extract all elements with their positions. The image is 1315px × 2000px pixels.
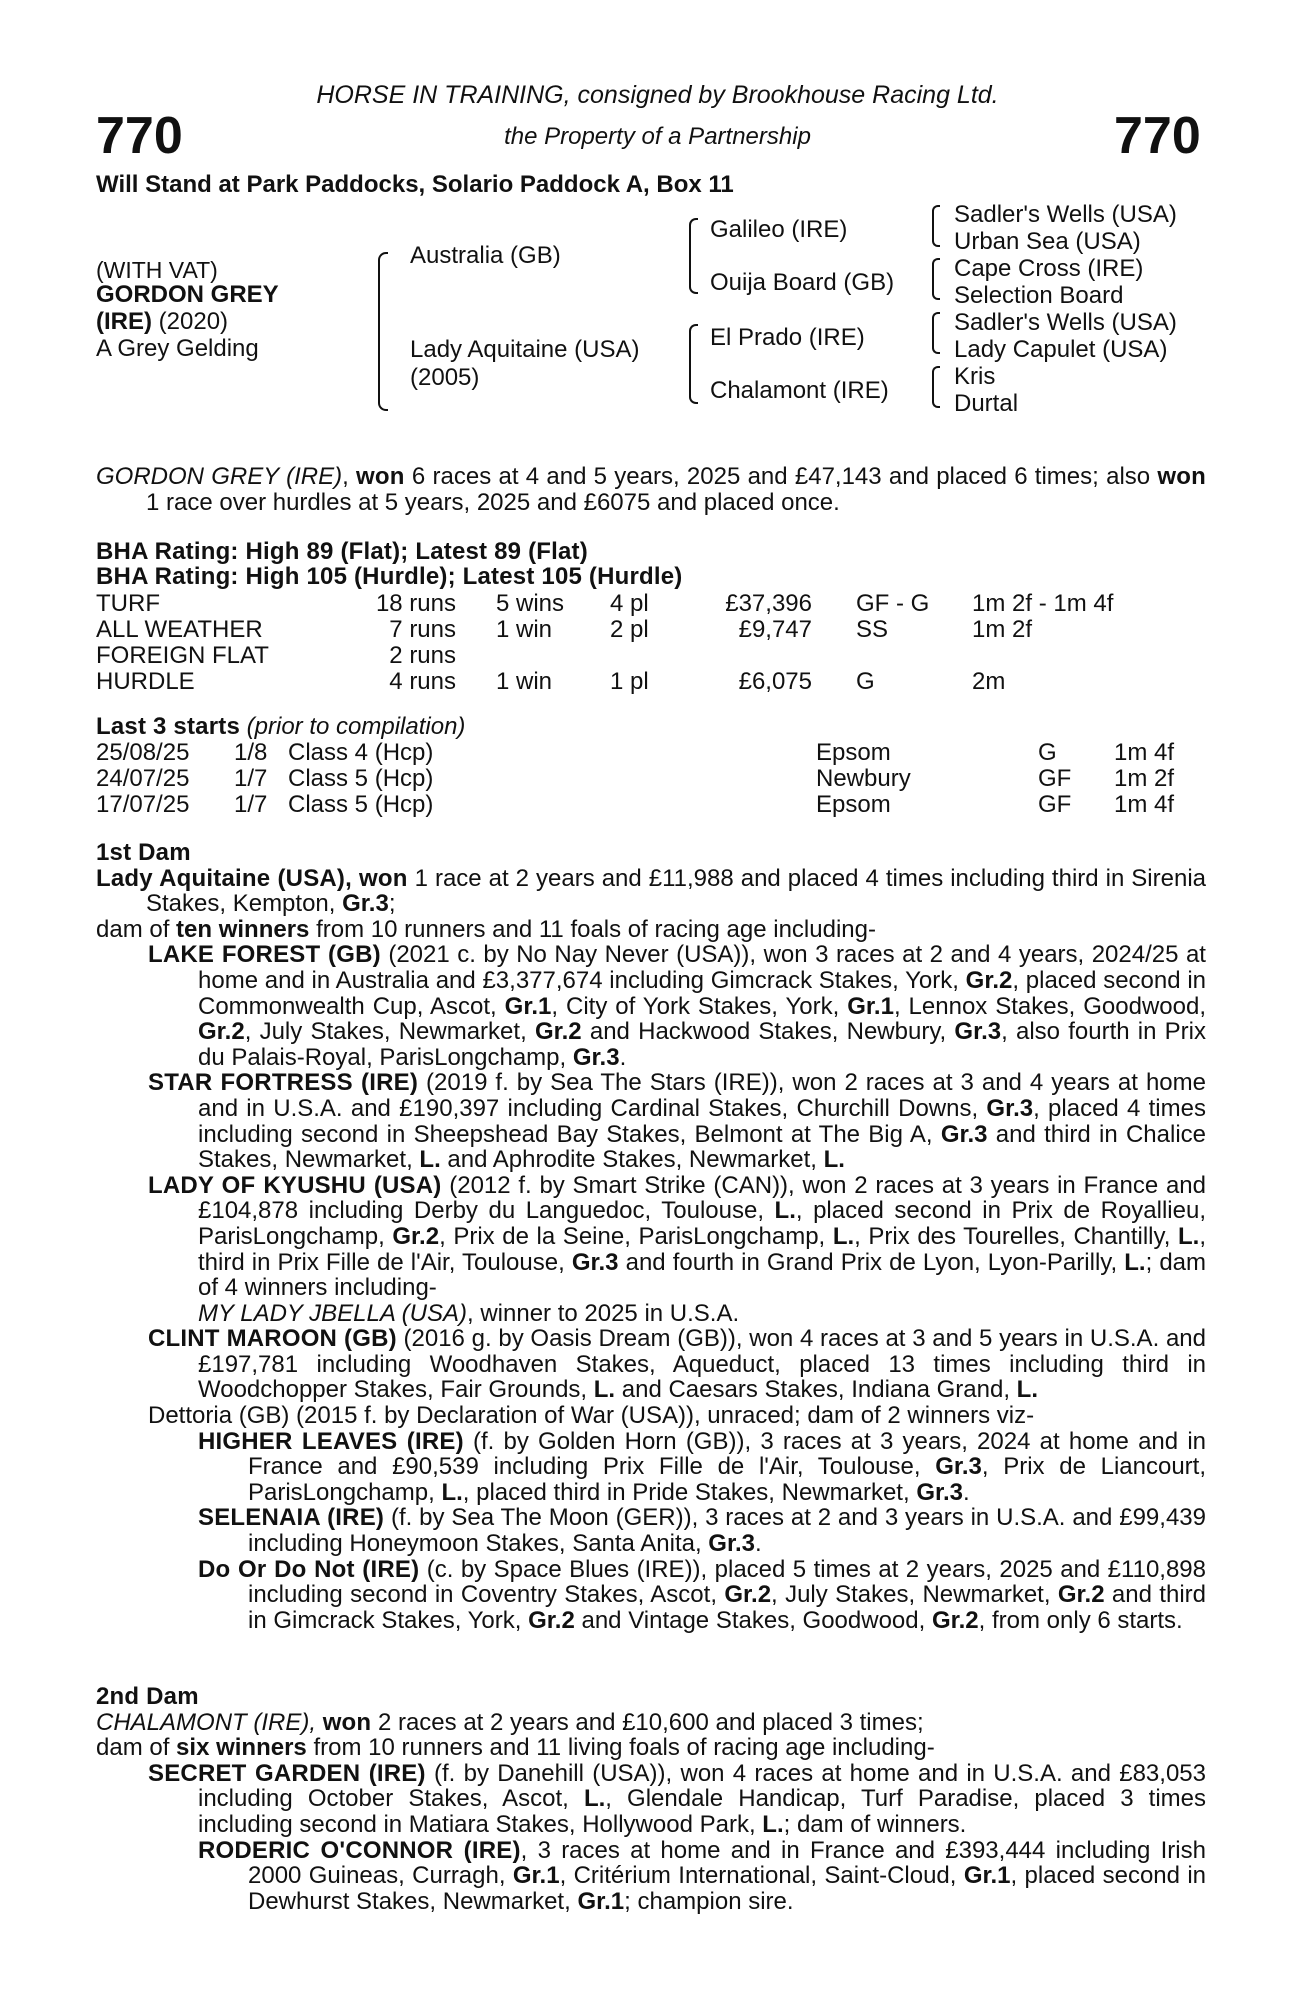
produce-text: (2019 f. by Sea The Stars (IRE)), won 2 races at 3 and 4 years at home and in U.S.A. and £190,397 including Cardinal Stakes, Churchill Downs, (198, 1069, 1206, 1122)
start-date: 24/07/25 (96, 765, 190, 792)
brace-dd (932, 366, 940, 408)
second-dam-name: CHALAMONT (IRE), (96, 1708, 317, 1736)
record-placed: 1 pl (610, 668, 649, 695)
start-distance: 1m 4f (1114, 739, 1175, 766)
record-prize: £9,747 (738, 616, 812, 643)
produce-name: LAKE FOREST (GB) (148, 941, 381, 969)
second-dam-intro (96, 1710, 1206, 1736)
first-dam-heading: 1st Dam (96, 839, 191, 866)
dam-text: dam of (96, 915, 177, 943)
rating-flat: BHA Rating: High 89 (Flat); Latest 89 (Flat) (96, 538, 588, 565)
horse-year: (2020) (158, 308, 229, 335)
dam-text: from 10 runners and 11 living foals of racing age including- (306, 1734, 935, 1762)
produce-name: HIGHER LEAVES (IRE) (198, 1427, 464, 1455)
grade-label: L. (823, 1146, 845, 1174)
dam-text: ; (388, 890, 396, 918)
record-going: GF - G (856, 590, 930, 617)
start-going: GF (1038, 765, 1072, 792)
summary-won-2: won (1157, 463, 1206, 490)
record-runs: 7 runs (389, 616, 456, 643)
produce-text: , July Stakes, Newmarket, (771, 1581, 1058, 1609)
start-position: 1/8 (234, 739, 268, 766)
produce-text: ; champion sire. (624, 1887, 794, 1915)
brace-sd (932, 258, 940, 300)
produce-selenaia (198, 1505, 1206, 1556)
dam: Lady Aquitaine (USA) (410, 336, 640, 363)
grade-label: Gr.1 (963, 1862, 1011, 1890)
produce-do-or-do-not (198, 1557, 1206, 1634)
grand-produce-name: MY LADY JBELLA (USA) (198, 1299, 467, 1327)
grade-label: Gr.2 (931, 1606, 979, 1634)
record-placed: 4 pl (610, 590, 649, 617)
won-label: won (359, 864, 408, 892)
produce-text: . (755, 1530, 762, 1558)
grade-label: Gr.3 (342, 890, 389, 918)
grade-label: L. (1016, 1376, 1038, 1404)
start-going: GF (1038, 791, 1072, 818)
start-course: Epsom (816, 791, 891, 818)
produce-text: , Glendale Handicap, Turf Paradise, placed 3 times including second in Matiara Stakes, Hollywood Park, (198, 1785, 1206, 1838)
produce-text: , Critérium International, Saint-Cloud, (559, 1862, 964, 1890)
grade-label: L. (762, 1810, 784, 1838)
produce-name: SECRET GARDEN (IRE) (148, 1759, 426, 1787)
grade-label: L. (832, 1222, 855, 1250)
dam-text: 2 races at 2 years and £10,600 and placed 3 times; (371, 1708, 924, 1736)
record-wins: 1 win (496, 616, 553, 643)
grade-label: Gr.2 (534, 1018, 582, 1046)
sire-sire: Galileo (IRE) (710, 216, 848, 243)
produce-text: . (619, 1043, 627, 1071)
record-going: G (856, 668, 875, 695)
produce-text: and Hackwood Stakes, Newbury, (581, 1018, 955, 1046)
start-course: Epsom (816, 739, 891, 766)
produce-text: ; dam of 4 winners including- (198, 1248, 1207, 1302)
dam-year: (2005) (410, 364, 480, 391)
ped-ddd: Durtal (954, 390, 1019, 417)
produce-text: (f. by Danehill (USA)), won 4 races at home and in U.S.A. and £83,053 including October Stakes, Ascot, (198, 1759, 1206, 1813)
produce-text: and Caesars Stakes, Indiana Grand, (615, 1376, 1017, 1404)
produce-text: (2021 c. by No Nay Never (USA)), won 3 races at 2 and 4 years, 2024/25 at home and in Australia and £3,377,674 including Gimcrack Stakes, York, (198, 941, 1206, 994)
produce-higher-leaves (198, 1429, 1206, 1506)
produce-text: (2016 g. by Oasis Dream (GB)), won 4 races at 3 and 5 years in U.S.A. and £197,781 including Woodhaven Stakes, Aqueduct, placed 13 times including third in Woodchopper Stakes, Fair Grounds, (198, 1325, 1206, 1404)
produce-name: Do Or Do Not (IRE) (198, 1555, 420, 1583)
produce-text: , winner to 2025 in U.S.A. (467, 1299, 740, 1327)
last-starts-note: (prior to compilation) (246, 713, 466, 740)
grade-label: L. (1178, 1222, 1200, 1250)
record-surface: ALL WEATHER (96, 616, 263, 643)
brace-ds (932, 312, 940, 354)
grade-label: Gr.1 (577, 1887, 625, 1915)
summary-text-3: 1 race over hurdles at 5 years, 2025 and £6075 and placed once. (146, 488, 840, 516)
dam-text: from 10 runners and 11 foals of racing age including- (309, 915, 876, 943)
produce-text: and Vintage Stakes, Goodwood, (574, 1606, 932, 1634)
dam-line-brace (689, 324, 698, 404)
grade-label: Gr.2 (528, 1606, 575, 1634)
table-row (96, 669, 1216, 695)
grade-label: Gr.3 (708, 1530, 755, 1558)
horse-name: GORDON GREY (96, 281, 279, 308)
property-line: the Property of a Partnership (504, 123, 811, 150)
record-table (96, 591, 1216, 695)
brace-ss (932, 205, 940, 247)
produce-clint-maroon (148, 1326, 1206, 1403)
grade-label: Gr.2 (198, 1018, 245, 1046)
vat-note: (WITH VAT) (96, 257, 218, 283)
start-course: Newbury (816, 765, 911, 792)
produce-text: and Aphrodite Stakes, Newmarket, (440, 1146, 824, 1174)
record-going: SS (856, 616, 889, 643)
record-runs: 18 runs (375, 590, 456, 617)
record-runs: 4 runs (389, 668, 456, 695)
produce-text: , Prix de Liancourt, ParisLongchamp, (248, 1453, 1206, 1506)
produce-text: , placed second in Prix de Royallieu, ParisLongchamp, (198, 1197, 1206, 1250)
first-dam-name: Lady Aquitaine (USA), (96, 864, 352, 892)
start-distance: 1m 4f (1114, 791, 1175, 818)
produce-text: . (963, 1478, 970, 1506)
record-distance: 1m 2f (972, 616, 1033, 643)
produce-name: SELENAIA (IRE) (198, 1504, 385, 1532)
dam-text: dam of (96, 1734, 177, 1762)
sire-line-brace (689, 218, 698, 294)
summary-won-1: won (356, 463, 405, 490)
grade-label: Gr.2 (392, 1222, 440, 1250)
table-row (96, 591, 1216, 617)
start-class: Class 5 (Hcp) (288, 765, 434, 792)
grade-label: L. (441, 1478, 463, 1506)
record-placed: 2 pl (610, 616, 649, 643)
horse-description: A Grey Gelding (96, 335, 259, 362)
table-row (96, 643, 1216, 669)
grade-label: L. (419, 1146, 441, 1174)
ped-dds: Kris (954, 363, 996, 390)
produce-lake-forest (148, 942, 1206, 1070)
summary-text-1: 6 races at 4 and 5 years, 2025 and £47,143 and placed 6 times; (404, 463, 1099, 490)
produce-text: ; dam of winners. (783, 1810, 967, 1838)
first-dam-intro (96, 866, 1206, 917)
grade-label: L. (583, 1785, 606, 1813)
last-starts-heading (96, 714, 465, 740)
produce-lady-of-kyushu (148, 1173, 1206, 1327)
produce-secret-garden (148, 1761, 1206, 1838)
produce-name: CLINT MAROON (GB) (148, 1325, 397, 1353)
grade-label: Gr.3 (571, 1248, 619, 1276)
sire: Australia (GB) (410, 242, 561, 269)
start-class: Class 5 (Hcp) (288, 791, 434, 818)
dam-dam: Chalamont (IRE) (710, 377, 889, 404)
table-row (96, 740, 1216, 766)
produce-text: , placed second in Commonwealth Cup, Ascot, (198, 966, 1206, 1020)
pedigree-brace (378, 252, 388, 411)
record-distance: 2m (972, 668, 1006, 695)
grade-label: Gr.3 (935, 1453, 982, 1481)
produce-text: , Prix de la Seine, ParisLongchamp, (439, 1222, 833, 1250)
produce-name: STAR FORTRESS (IRE) (148, 1069, 419, 1097)
record-prize: £37,396 (725, 590, 812, 617)
produce-text: , City of York Stakes, York, (551, 992, 848, 1020)
last-starts-title: Last 3 starts (96, 713, 240, 740)
produce-text: , also fourth in Prix du Palais-Royal, ParisLongchamp, (198, 1018, 1207, 1071)
produce-text: and third in Gimcrack Stakes, York, (248, 1581, 1206, 1634)
start-date: 25/08/25 (96, 739, 190, 766)
consignor-line: HORSE IN TRAINING, consigned by Brookhouse Racing Ltd. (316, 81, 999, 109)
grade-label: L. (1124, 1248, 1146, 1276)
table-row (96, 617, 1216, 643)
dam-sire: El Prado (IRE) (710, 324, 865, 351)
produce-text: , Prix des Tourelles, Chantilly, (854, 1222, 1178, 1250)
start-position: 1/7 (234, 791, 268, 818)
grade-label: Gr.3 (572, 1043, 620, 1071)
start-distance: 1m 2f (1114, 765, 1175, 792)
start-position: 1/7 (234, 765, 268, 792)
ped-sdd: Selection Board (954, 282, 1124, 309)
start-class: Class 4 (Hcp) (288, 739, 434, 766)
dam-text: 1 race at 2 years and £11,988 and placed 4 times including third in Sirenia Stakes, Kempton, (146, 864, 1207, 918)
second-dam-produce-line (96, 1735, 1206, 1761)
won-label: won (322, 1708, 372, 1736)
record-surface: FOREIGN FLAT (96, 642, 269, 669)
start-date: 17/07/25 (96, 791, 190, 818)
second-dam-section (96, 1684, 1206, 1914)
start-going: G (1038, 739, 1057, 766)
grade-label: Gr.3 (940, 1120, 988, 1148)
ped-sds: Cape Cross (IRE) (954, 255, 1144, 282)
produce-star-fortress (148, 1070, 1206, 1172)
produce-roderic-oconnor (198, 1838, 1206, 1915)
produce-text: , third in Prix Fille de l'Air, Toulouse, (198, 1222, 1206, 1276)
grade-label: Gr.2 (965, 966, 1013, 994)
stand-location: Will Stand at Park Paddocks, Solario Paddock A, Box 11 (96, 171, 734, 198)
winners-count: six winners (176, 1734, 307, 1762)
rating-hurdle: BHA Rating: High 105 (Hurdle); Latest 105 (Hurdle) (96, 563, 683, 590)
record-distance: 1m 2f - 1m 4f (972, 590, 1114, 617)
first-dam-section (96, 840, 1206, 1633)
produce-text: , from only 6 starts. (978, 1606, 1183, 1634)
produce-text: , placed third in Pride Stakes, Newmarket, (462, 1478, 917, 1506)
sire-dam: Ouija Board (GB) (710, 269, 895, 296)
grade-label: Gr.2 (724, 1581, 772, 1609)
produce-text: and fourth in Grand Prix de Lyon, Lyon-Parilly, (618, 1248, 1125, 1276)
table-row (96, 766, 1216, 792)
produce-text: , July Stakes, Newmarket, (244, 1018, 535, 1046)
grade-label: Gr.3 (916, 1478, 964, 1506)
grade-label: Gr.3 (954, 1018, 1002, 1046)
second-dam-heading: 2nd Dam (96, 1683, 199, 1710)
ped-dss: Sadler's Wells (USA) (954, 309, 1177, 336)
produce-text: , Lennox Stakes, Goodwood, (893, 992, 1206, 1020)
produce-text: (2012 f. by Smart Strike (CAN)), won 2 races at 3 years in France and £104,878 including Derby du Languedoc, Toulouse, (198, 1171, 1206, 1225)
produce-name: RODERIC O'CONNOR (IRE) (198, 1836, 521, 1864)
winners-count: ten winners (176, 915, 310, 943)
lot-number-right: 770 (1114, 107, 1201, 165)
produce-text: , placed 4 times including second in Sheepshead Bay Stakes, Belmont at The Big A, (198, 1094, 1206, 1148)
summary-text: GORDON GREY (IRE), won 6 races at 4 and 5 years, 2025 and £47,143 and placed 6 times; also won 1 race over hurdles at 5 years, 2025 and £6075 and placed once. (96, 463, 1206, 516)
ped-ssd: Urban Sea (USA) (954, 228, 1141, 255)
grade-label: Gr.3 (986, 1094, 1034, 1122)
summary-text-2: also (1106, 463, 1158, 490)
race-summary (96, 464, 1206, 515)
produce-text: (c. by Space Blues (IRE)), placed 5 times at 2 years, 2025 and £110,898 including second in Coventry Stakes, Ascot, (248, 1555, 1206, 1609)
last-starts-table (96, 740, 1216, 818)
grade-label: L. (774, 1197, 796, 1225)
lot-number-left: 770 (96, 107, 183, 165)
record-prize: £6,075 (738, 668, 812, 695)
first-dam-produce-line (96, 917, 1206, 943)
ped-sss: Sadler's Wells (USA) (954, 201, 1177, 228)
ped-dsd: Lady Capulet (USA) (954, 336, 1168, 363)
horse-country: (IRE) (96, 308, 152, 335)
summary-horse-name: GORDON GREY (IRE) (96, 463, 343, 490)
grade-label: Gr.1 (504, 992, 552, 1020)
horse-origin (96, 309, 228, 335)
grade-label: Gr.1 (512, 1862, 560, 1890)
produce-text: , placed second in Dewhurst Stakes, Newmarket, (248, 1862, 1207, 1915)
produce-text: (f. by Sea The Moon (GER)), 3 races at 2 and 3 years in U.S.A. and £99,439 including Honeymoon Stakes, Santa Anita, (248, 1504, 1206, 1558)
record-wins: 1 win (496, 668, 553, 695)
table-row (96, 792, 1216, 818)
record-runs: 2 runs (389, 642, 456, 669)
record-wins: 5 wins (496, 590, 565, 617)
record-surface: HURDLE (96, 668, 195, 695)
produce-dettoria: Dettoria (GB) (2015 f. by Declaration of War (USA)), unraced; dam of 2 winners viz- (148, 1402, 1035, 1430)
grade-label: Gr.1 (847, 992, 894, 1020)
produce-text: and third in Chalice Stakes, Newmarket, (198, 1120, 1207, 1174)
record-surface: TURF (96, 590, 160, 617)
produce-text: , 3 races at home and in France and £393,444 including Irish 2000 Guineas, Curragh, (248, 1836, 1206, 1890)
grade-label: L. (593, 1376, 616, 1404)
grade-label: Gr.2 (1057, 1581, 1105, 1609)
produce-name: LADY OF KYUSHU (USA) (148, 1171, 442, 1199)
produce-text: (f. by Golden Horn (GB)), 3 races at 3 years, 2024 at home and in France and £90,539 including Prix Fille de l'Air, Toulouse, (248, 1427, 1206, 1481)
